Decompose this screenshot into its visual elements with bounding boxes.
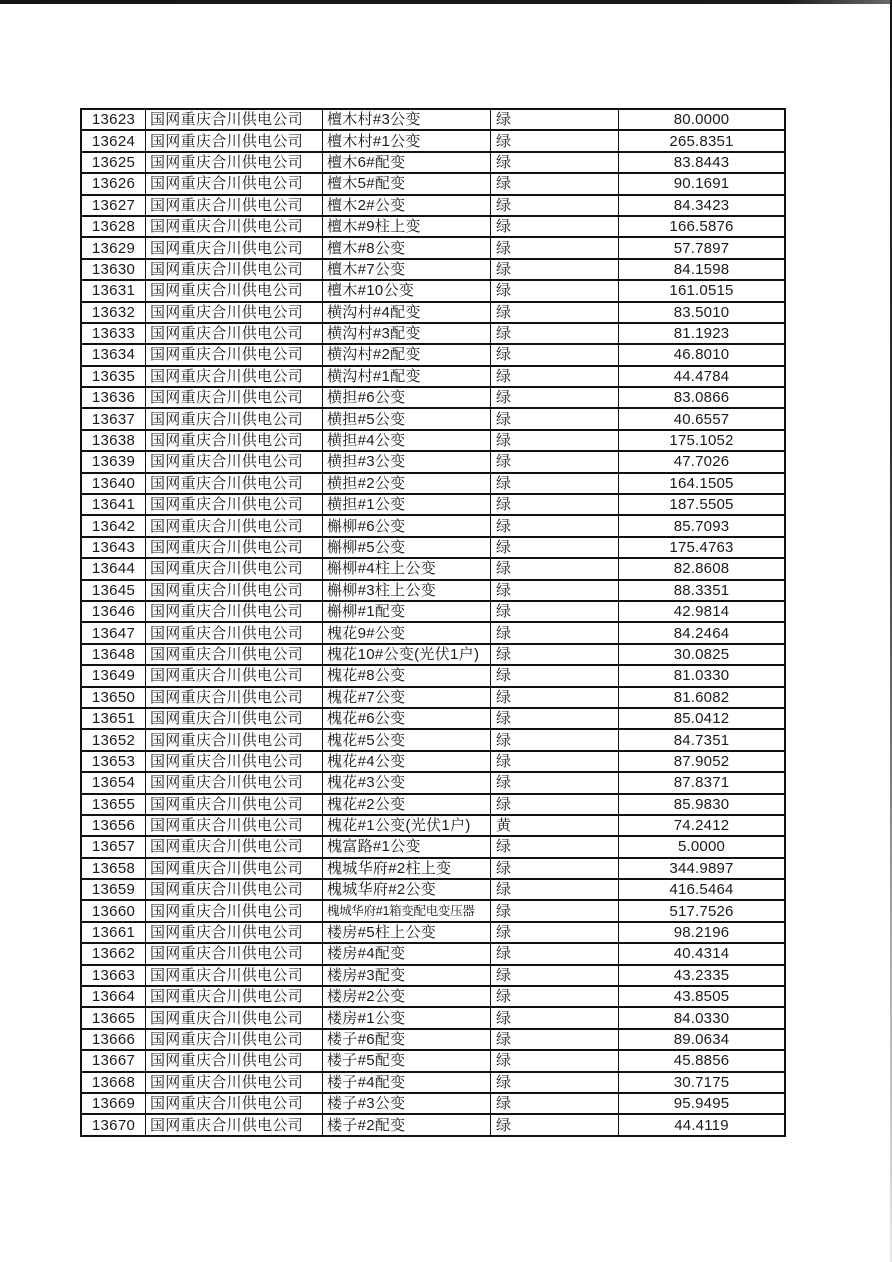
cell-value: 85.9830 <box>673 795 730 813</box>
table-row <box>82 944 784 965</box>
cell-status: 绿 <box>491 944 619 963</box>
cell-status: 绿 <box>491 110 619 129</box>
cell-device-name: 槲柳#1配变 <box>323 602 491 621</box>
cell-status: 绿 <box>491 837 619 856</box>
cell-row-id: 13652 <box>82 730 146 749</box>
cell-value: 161.0515 <box>669 282 734 300</box>
cell-device-name: 槐花#5公变 <box>323 730 491 749</box>
cell-device-name: 槐富路#1公变 <box>323 837 491 856</box>
table-row <box>82 367 784 388</box>
cell-status: 绿 <box>491 324 619 343</box>
table-row <box>82 602 784 623</box>
cell-status: 绿 <box>491 474 619 493</box>
cell-device-name: 楼房#5柱上公变 <box>323 923 491 942</box>
cell-value: 164.1505 <box>669 474 734 492</box>
cell-status: 绿 <box>491 303 619 322</box>
cell-company: 国网重庆合川供电公司 <box>146 837 323 856</box>
table-row <box>82 880 784 901</box>
cell-value: 98.2196 <box>673 924 730 942</box>
cell-value: 40.4314 <box>673 945 730 963</box>
cell-status: 绿 <box>491 709 619 728</box>
cell-device-name: 横沟村#3配变 <box>323 324 491 343</box>
table-row <box>82 131 784 152</box>
cell-status: 绿 <box>491 260 619 279</box>
table-row <box>82 495 784 516</box>
table-row <box>82 623 784 644</box>
table-row <box>82 709 784 730</box>
cell-device-name: 楼房#4配变 <box>323 944 491 963</box>
table-row <box>82 1030 784 1051</box>
cell-row-id: 13635 <box>82 367 146 386</box>
cell-status: 绿 <box>491 901 619 920</box>
cell-company: 国网重庆合川供电公司 <box>146 559 323 578</box>
cell-value: 83.5010 <box>673 303 730 321</box>
table-row <box>82 153 784 174</box>
cell-row-id: 13628 <box>82 217 146 236</box>
table-row <box>82 923 784 944</box>
cell-device-name: 檀木6#配变 <box>323 153 491 172</box>
cell-device-name: 横沟村#4配变 <box>323 303 491 322</box>
cell-status: 绿 <box>491 431 619 450</box>
cell-company: 国网重庆合川供电公司 <box>146 730 323 749</box>
table-row <box>82 538 784 559</box>
cell-value: 87.8371 <box>673 774 730 792</box>
table-row <box>82 688 784 709</box>
cell-company: 国网重庆合川供电公司 <box>146 260 323 279</box>
cell-device-name: 楼子#2配变 <box>323 1115 491 1134</box>
cell-status: 绿 <box>491 1094 619 1113</box>
cell-value: 47.7026 <box>673 453 730 471</box>
cell-device-name: 檀木2#公变 <box>323 196 491 215</box>
cell-value: 85.0412 <box>673 710 730 728</box>
cell-value: 416.5464 <box>669 881 734 899</box>
table-row <box>82 730 784 751</box>
cell-device-name: 横担#3公变 <box>323 452 491 471</box>
cell-value: 89.0634 <box>673 1030 730 1048</box>
cell-row-id: 13654 <box>82 773 146 792</box>
page-top-edge <box>0 0 892 4</box>
cell-value: 166.5876 <box>669 218 734 236</box>
cell-device-name: 檀木#10公变 <box>323 281 491 300</box>
cell-company: 国网重庆合川供电公司 <box>146 623 323 642</box>
cell-value: 44.4119 <box>674 1116 729 1134</box>
cell-device-name: 横担#1公变 <box>323 495 491 514</box>
cell-device-name: 檀木5#配变 <box>323 174 491 193</box>
table-row <box>82 645 784 666</box>
cell-status: 绿 <box>491 516 619 535</box>
cell-status: 绿 <box>491 409 619 428</box>
cell-value: 81.1923 <box>673 325 730 343</box>
cell-device-name: 檀木#7公变 <box>323 260 491 279</box>
table-row <box>82 474 784 495</box>
cell-row-id: 13662 <box>82 944 146 963</box>
table-row <box>82 859 784 880</box>
cell-status: 绿 <box>491 196 619 215</box>
cell-status: 绿 <box>491 367 619 386</box>
cell-company: 国网重庆合川供电公司 <box>146 324 323 343</box>
cell-value: 84.1598 <box>673 260 730 278</box>
table-row <box>82 110 784 131</box>
cell-device-name: 楼房#2公变 <box>323 987 491 1006</box>
cell-value: 344.9897 <box>669 859 734 877</box>
cell-row-id: 13630 <box>82 260 146 279</box>
cell-company: 国网重庆合川供电公司 <box>146 752 323 771</box>
cell-device-name: 槐花#7公变 <box>323 688 491 707</box>
cell-device-name: 槲柳#5公变 <box>323 538 491 557</box>
cell-value: 81.6082 <box>673 688 730 706</box>
cell-value: 42.9814 <box>673 603 730 621</box>
cell-company: 国网重庆合川供电公司 <box>146 495 323 514</box>
cell-value: 95.9495 <box>673 1095 730 1113</box>
cell-value: 74.2412 <box>673 817 730 835</box>
cell-value: 44.4784 <box>673 367 730 385</box>
cell-row-id: 13659 <box>82 880 146 899</box>
cell-row-id: 13666 <box>82 1030 146 1049</box>
cell-company: 国网重庆合川供电公司 <box>146 388 323 407</box>
table-row <box>82 773 784 794</box>
cell-status: 绿 <box>491 345 619 364</box>
table-row <box>82 581 784 602</box>
table-row <box>82 516 784 537</box>
cell-company: 国网重庆合川供电公司 <box>146 174 323 193</box>
cell-company: 国网重庆合川供电公司 <box>146 196 323 215</box>
cell-row-id: 13647 <box>82 623 146 642</box>
cell-value: 265.8351 <box>669 132 734 150</box>
cell-value: 85.7093 <box>673 517 730 535</box>
cell-row-id: 13668 <box>82 1073 146 1092</box>
cell-company: 国网重庆合川供电公司 <box>146 474 323 493</box>
cell-device-name: 楼子#5配变 <box>323 1051 491 1070</box>
cell-value: 88.3351 <box>673 581 730 599</box>
cell-company: 国网重庆合川供电公司 <box>146 581 323 600</box>
cell-row-id: 13633 <box>82 324 146 343</box>
table-row <box>82 966 784 987</box>
cell-row-id: 13664 <box>82 987 146 1006</box>
cell-status: 绿 <box>491 688 619 707</box>
cell-device-name: 横担#5公变 <box>323 409 491 428</box>
cell-device-name: 槐花#6公变 <box>323 709 491 728</box>
cell-company: 国网重庆合川供电公司 <box>146 516 323 535</box>
cell-status: 绿 <box>491 623 619 642</box>
cell-value: 40.6557 <box>673 410 730 428</box>
cell-status: 黄 <box>491 816 619 835</box>
cell-row-id: 13650 <box>82 688 146 707</box>
cell-device-name: 槲柳#6公变 <box>323 516 491 535</box>
cell-row-id: 13643 <box>82 538 146 557</box>
cell-company: 国网重庆合川供电公司 <box>146 966 323 985</box>
cell-row-id: 13663 <box>82 966 146 985</box>
cell-value: 90.1691 <box>673 175 730 193</box>
cell-device-name: 槲柳#4柱上公变 <box>323 559 491 578</box>
cell-row-id: 13627 <box>82 196 146 215</box>
cell-company: 国网重庆合川供电公司 <box>146 709 323 728</box>
cell-company: 国网重庆合川供电公司 <box>146 431 323 450</box>
cell-value: 84.7351 <box>673 731 730 749</box>
cell-value: 81.0330 <box>673 667 730 685</box>
cell-company: 国网重庆合川供电公司 <box>146 238 323 257</box>
cell-status: 绿 <box>491 538 619 557</box>
cell-value: 175.4763 <box>669 539 734 556</box>
cell-row-id: 13660 <box>82 901 146 920</box>
cell-device-name: 横沟村#1配变 <box>323 367 491 386</box>
cell-row-id: 13642 <box>82 516 146 535</box>
cell-device-name: 檀木#8公变 <box>323 238 491 257</box>
cell-company: 国网重庆合川供电公司 <box>146 303 323 322</box>
table-row <box>82 1073 784 1094</box>
cell-company: 国网重庆合川供电公司 <box>146 1115 323 1134</box>
cell-device-name: 横担#2公变 <box>323 474 491 493</box>
cell-company: 国网重庆合川供电公司 <box>146 538 323 557</box>
cell-row-id: 13634 <box>82 345 146 364</box>
cell-value: 187.5505 <box>669 496 734 514</box>
cell-device-name: 槐花#3公变 <box>323 773 491 792</box>
cell-row-id: 13669 <box>82 1094 146 1113</box>
cell-value: 83.0866 <box>673 389 730 407</box>
cell-company: 国网重庆合川供电公司 <box>146 1094 323 1113</box>
cell-value: 517.7526 <box>669 902 734 920</box>
cell-company: 国网重庆合川供电公司 <box>146 1073 323 1092</box>
table-row <box>82 452 784 473</box>
cell-row-id: 13638 <box>82 431 146 450</box>
cell-status: 绿 <box>491 217 619 236</box>
cell-device-name: 槐城华府#2柱上变 <box>323 859 491 878</box>
cell-status: 绿 <box>491 645 619 664</box>
cell-status: 绿 <box>491 1051 619 1070</box>
cell-company: 国网重庆合川供电公司 <box>146 281 323 300</box>
table-row <box>82 837 784 858</box>
table-row <box>82 174 784 195</box>
cell-company: 国网重庆合川供电公司 <box>146 795 323 814</box>
cell-device-name: 横沟村#2配变 <box>323 345 491 364</box>
cell-status: 绿 <box>491 966 619 985</box>
cell-device-name: 槐花#8公变 <box>323 666 491 685</box>
cell-company: 国网重庆合川供电公司 <box>146 131 323 150</box>
cell-status: 绿 <box>491 880 619 899</box>
table-row <box>82 795 784 816</box>
table-row <box>82 1094 784 1115</box>
table-row <box>82 281 784 302</box>
cell-company: 国网重庆合川供电公司 <box>146 153 323 172</box>
cell-company: 国网重庆合川供电公司 <box>146 1030 323 1049</box>
cell-row-id: 13641 <box>82 495 146 514</box>
table-row <box>82 303 784 324</box>
cell-status: 绿 <box>491 281 619 300</box>
cell-value: 30.7175 <box>673 1073 730 1091</box>
cell-device-name: 槐城华府#2公变 <box>323 880 491 899</box>
table-row <box>82 324 784 345</box>
cell-status: 绿 <box>491 859 619 878</box>
cell-status: 绿 <box>491 495 619 514</box>
cell-company: 国网重庆合川供电公司 <box>146 645 323 664</box>
cell-row-id: 13665 <box>82 1008 146 1027</box>
cell-status: 绿 <box>491 581 619 600</box>
cell-value: 83.8443 <box>673 153 730 171</box>
cell-device-name: 楼房#3配变 <box>323 966 491 985</box>
cell-device-name: 槐花10#公变(光伏1户) <box>323 645 491 664</box>
cell-value: 43.8505 <box>673 988 730 1006</box>
cell-company: 国网重庆合川供电公司 <box>146 773 323 792</box>
cell-device-name: 楼房#1公变 <box>323 1008 491 1027</box>
table-row <box>82 388 784 409</box>
cell-row-id: 13623 <box>82 110 146 129</box>
cell-value: 84.2464 <box>673 624 730 642</box>
table-row <box>82 409 784 430</box>
cell-value: 46.8010 <box>673 346 730 364</box>
cell-company: 国网重庆合川供电公司 <box>146 409 323 428</box>
cell-status: 绿 <box>491 153 619 172</box>
cell-device-name: 楼子#4配变 <box>323 1073 491 1092</box>
cell-row-id: 13651 <box>82 709 146 728</box>
table-row <box>82 987 784 1008</box>
cell-status: 绿 <box>491 1073 619 1092</box>
cell-status: 绿 <box>491 730 619 749</box>
cell-company: 国网重庆合川供电公司 <box>146 602 323 621</box>
cell-device-name: 檀木村#3公变 <box>323 110 491 129</box>
table-row <box>82 1051 784 1072</box>
cell-value: 84.3423 <box>673 196 730 214</box>
cell-device-name: 横担#4公变 <box>323 431 491 450</box>
table-row <box>82 345 784 366</box>
cell-row-id: 13661 <box>82 923 146 942</box>
cell-status: 绿 <box>491 773 619 792</box>
cell-row-id: 13646 <box>82 602 146 621</box>
cell-company: 国网重庆合川供电公司 <box>146 367 323 386</box>
cell-row-id: 13631 <box>82 281 146 300</box>
cell-row-id: 13639 <box>82 452 146 471</box>
cell-row-id: 13670 <box>82 1115 146 1134</box>
cell-company: 国网重庆合川供电公司 <box>146 666 323 685</box>
cell-row-id: 13644 <box>82 559 146 578</box>
cell-device-name: 槲柳#3柱上公变 <box>323 581 491 600</box>
table-row <box>82 559 784 580</box>
cell-status: 绿 <box>491 923 619 942</box>
cell-company: 国网重庆合川供电公司 <box>146 901 323 920</box>
cell-company: 国网重庆合川供电公司 <box>146 217 323 236</box>
cell-value: 30.0825 <box>673 645 730 663</box>
cell-value: 43.2335 <box>673 966 730 984</box>
cell-device-name: 横担#6公变 <box>323 388 491 407</box>
cell-status: 绿 <box>491 131 619 150</box>
cell-row-id: 13656 <box>82 816 146 835</box>
table-row <box>82 752 784 773</box>
cell-value: 82.8608 <box>673 560 730 578</box>
cell-company: 国网重庆合川供电公司 <box>146 923 323 942</box>
cell-row-id: 13637 <box>82 409 146 428</box>
cell-row-id: 13626 <box>82 174 146 193</box>
cell-row-id: 13657 <box>82 837 146 856</box>
cell-status: 绿 <box>491 1115 619 1134</box>
cell-company: 国网重庆合川供电公司 <box>146 110 323 129</box>
cell-row-id: 13636 <box>82 388 146 407</box>
cell-value: 87.9052 <box>673 752 730 770</box>
cell-device-name: 檀木村#1公变 <box>323 131 491 150</box>
cell-value: 57.7897 <box>673 239 730 257</box>
cell-value: 175.1052 <box>669 432 734 450</box>
cell-status: 绿 <box>491 1008 619 1027</box>
cell-status: 绿 <box>491 174 619 193</box>
cell-status: 绿 <box>491 602 619 621</box>
cell-row-id: 13645 <box>82 581 146 600</box>
cell-device-name: 楼子#3公变 <box>323 1094 491 1113</box>
cell-row-id: 13648 <box>82 645 146 664</box>
cell-company: 国网重庆合川供电公司 <box>146 880 323 899</box>
cell-status: 绿 <box>491 1030 619 1049</box>
table-row <box>82 217 784 238</box>
cell-status: 绿 <box>491 238 619 257</box>
table-row <box>82 238 784 259</box>
cell-company: 国网重庆合川供电公司 <box>146 859 323 878</box>
cell-device-name: 槐城华府#1箱变配电变压器 <box>323 901 491 920</box>
cell-value: 84.0330 <box>673 1009 730 1027</box>
table-row <box>82 901 784 922</box>
cell-row-id: 13640 <box>82 474 146 493</box>
cell-company: 国网重庆合川供电公司 <box>146 1051 323 1070</box>
cell-company: 国网重庆合川供电公司 <box>146 688 323 707</box>
cell-status: 绿 <box>491 452 619 471</box>
cell-row-id: 13624 <box>82 131 146 150</box>
cell-device-name: 槐花#2公变 <box>323 795 491 814</box>
cell-company: 国网重庆合川供电公司 <box>146 452 323 471</box>
table-row <box>82 260 784 281</box>
cell-device-name: 槐花#4公变 <box>323 752 491 771</box>
table-row <box>82 1115 784 1134</box>
cell-row-id: 13632 <box>82 303 146 322</box>
table-row <box>82 1008 784 1029</box>
table-row <box>82 196 784 217</box>
cell-company: 国网重庆合川供电公司 <box>146 345 323 364</box>
table-row <box>82 431 784 452</box>
cell-device-name: 槐花#1公变(光伏1户) <box>323 816 491 835</box>
cell-device-name: 檀木#9柱上变 <box>323 217 491 236</box>
cell-company: 国网重庆合川供电公司 <box>146 987 323 1006</box>
cell-status: 绿 <box>491 388 619 407</box>
cell-status: 绿 <box>491 987 619 1006</box>
cell-status: 绿 <box>491 795 619 814</box>
cell-value: 80.0000 <box>673 111 730 129</box>
cell-row-id: 13625 <box>82 153 146 172</box>
cell-row-id: 13658 <box>82 859 146 878</box>
cell-device-name: 槐花9#公变 <box>323 623 491 642</box>
cell-row-id: 13629 <box>82 238 146 257</box>
cell-status: 绿 <box>491 666 619 685</box>
table-row <box>82 666 784 687</box>
cell-company: 国网重庆合川供电公司 <box>146 1008 323 1027</box>
cell-row-id: 13667 <box>82 1051 146 1070</box>
cell-value: 5.0000 <box>677 838 726 856</box>
cell-status: 绿 <box>491 559 619 578</box>
cell-status: 绿 <box>491 752 619 771</box>
cell-value: 45.8856 <box>673 1052 730 1070</box>
data-table <box>80 108 786 1137</box>
cell-row-id: 13649 <box>82 666 146 685</box>
cell-company: 国网重庆合川供电公司 <box>146 944 323 963</box>
cell-company: 国网重庆合川供电公司 <box>146 816 323 835</box>
cell-row-id: 13653 <box>82 752 146 771</box>
table-row <box>82 816 784 837</box>
cell-row-id: 13655 <box>82 795 146 814</box>
cell-device-name: 楼子#6配变 <box>323 1030 491 1049</box>
